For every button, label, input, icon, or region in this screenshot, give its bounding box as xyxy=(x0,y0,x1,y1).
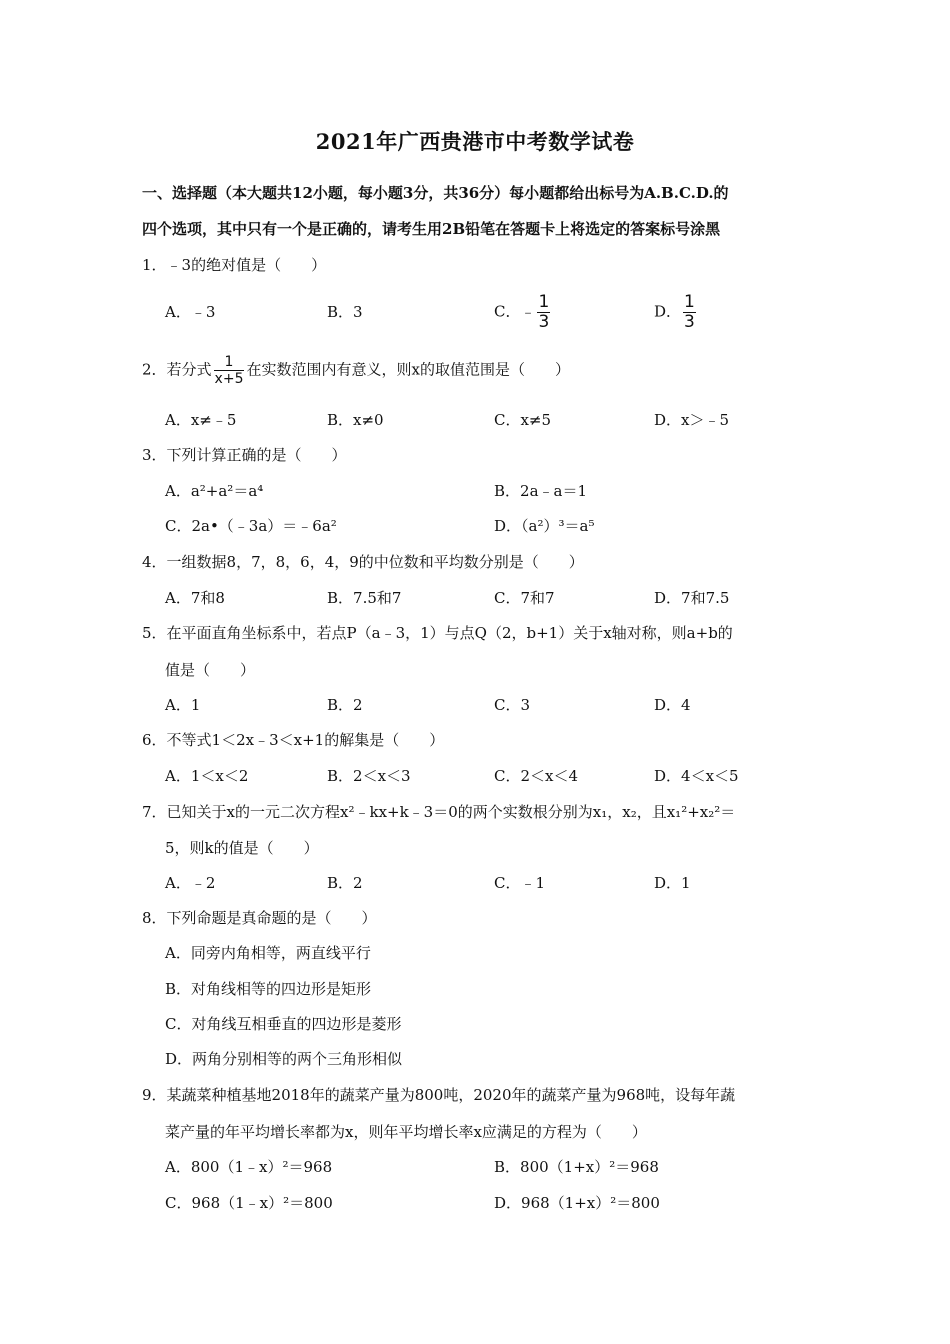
question-6-option-b: B．2＜x＜3 xyxy=(327,767,411,785)
question-8-option-a: A．同旁内角相等，两直线平行 xyxy=(165,944,371,962)
section-instructions-line1: 一、选择题（本大题共12小题，每小题3分，共36分）每小题都给出标号为A.B.C.D.的 xyxy=(142,184,729,202)
option-label: C．﹣ xyxy=(494,302,536,321)
question-1-stem: 1．﹣3的绝对值是（ ） xyxy=(142,256,327,274)
fraction xyxy=(214,354,245,387)
question-4-option-d: D．7和7.5 xyxy=(654,589,730,607)
fraction-denominator: x+5 xyxy=(214,371,244,387)
stem-text: 在实数范围内有意义，则x的取值范围是（ ） xyxy=(246,360,570,379)
question-5-option-a: A．1 xyxy=(165,696,201,714)
question-9-option-b: B．800（1+x）²＝968 xyxy=(494,1158,659,1176)
question-9-option-c: C．968（1﹣x）²＝800 xyxy=(165,1194,333,1212)
question-5-option-d: D．4 xyxy=(654,696,691,714)
question-2-option-c: C．x≠5 xyxy=(494,411,552,429)
question-6-option-d: D．4＜x＜5 xyxy=(654,767,739,785)
question-8-option-c: C．对角线互相垂直的四边形是菱形 xyxy=(165,1015,402,1033)
question-4-option-b: B．7.5和7 xyxy=(327,589,402,607)
question-9-stem-line2: 菜产量的年平均增长率都为x，则年平均增长率x应满足的方程为（ ） xyxy=(165,1123,647,1141)
question-7-option-d: D．1 xyxy=(654,874,691,892)
fraction-denominator: 3 xyxy=(538,312,550,332)
question-8-option-b: B．对角线相等的四边形是矩形 xyxy=(165,980,372,998)
question-3-option-c: C．2a•（﹣3a）＝﹣6a² xyxy=(165,517,337,535)
question-3-option-d: D．（a²）³＝a⁵ xyxy=(494,517,595,535)
question-4-option-c: C．7和7 xyxy=(494,589,555,607)
page-title: 2021年广西贵港市中考数学试卷 xyxy=(315,129,635,154)
fraction xyxy=(537,293,550,332)
question-3-option-b: B．2a﹣a＝1 xyxy=(494,482,587,500)
fraction-numerator: 1 xyxy=(214,354,245,371)
question-5-option-c: C．3 xyxy=(494,696,531,714)
question-3-stem: 3．下列计算正确的是（ ） xyxy=(142,446,347,464)
question-4-option-a: A．7和8 xyxy=(165,589,225,607)
question-8-option-d: D．两角分别相等的两个三角形相似 xyxy=(165,1050,403,1068)
question-9-option-a: A．800（1﹣x）²＝968 xyxy=(165,1158,333,1176)
question-2-stem xyxy=(142,354,570,387)
option-label: D． xyxy=(654,302,682,321)
section-instructions-line2: 四个选项，其中只有一个是正确的，请考生用2B铅笔在答题卡上将选定的答案标号涂黑 xyxy=(142,220,721,238)
question-2-option-d: D．x＞﹣5 xyxy=(654,411,730,429)
question-2-option-a: A．x≠﹣5 xyxy=(165,411,237,429)
question-7-option-c: C．﹣1 xyxy=(494,874,546,892)
fraction-numerator: 1 xyxy=(684,292,695,312)
question-7-stem-line2: 5，则k的值是（ ） xyxy=(165,839,319,857)
question-1-option-c xyxy=(494,293,552,332)
question-3-option-a: A．a²+a²＝a⁴ xyxy=(165,482,264,500)
question-5-stem-line1: 5．在平面直角坐标系中，若点P（a﹣3，1）与点Q（2，b+1）关于x轴对称，则a+b的 xyxy=(142,624,733,642)
question-9-option-d: D．968（1+x）²＝800 xyxy=(494,1194,660,1212)
fraction-denominator: 3 xyxy=(684,312,695,332)
question-6-option-c: C．2＜x＜4 xyxy=(494,767,579,785)
question-8-stem: 8．下列命题是真命题的是（ ） xyxy=(142,909,377,927)
question-7-option-b: B．2 xyxy=(327,874,363,892)
question-1-option-b: B．3 xyxy=(327,303,363,321)
question-4-stem: 4．一组数据8，7，8，6，4，9的中位数和平均数分别是（ ） xyxy=(142,553,584,571)
question-6-stem: 6．不等式1＜2x﹣3＜x+1的解集是（ ） xyxy=(142,731,445,749)
question-9-stem-line1: 9．某蔬菜种植基地2018年的蔬菜产量为800吨，2020年的蔬菜产量为968吨，设每年蔬 xyxy=(142,1086,736,1104)
question-1-option-a: A．﹣3 xyxy=(165,303,216,321)
question-1-option-d xyxy=(654,293,698,332)
question-2-option-b: B．x≠0 xyxy=(327,411,384,429)
fraction-numerator: 1 xyxy=(538,292,550,312)
fraction xyxy=(683,293,696,332)
question-7-option-a: A．﹣2 xyxy=(165,874,216,892)
question-5-stem-line2: 值是（ ） xyxy=(165,661,256,679)
question-5-option-b: B．2 xyxy=(327,696,363,714)
question-7-stem-line1: 7．已知关于x的一元二次方程x²﹣kx+k﹣3＝0的两个实数根分别为x₁，x₂，且x₁²+x₂²＝ xyxy=(142,803,736,821)
question-6-option-a: A．1＜x＜2 xyxy=(165,767,249,785)
stem-text: 2．若分式 xyxy=(142,360,212,379)
